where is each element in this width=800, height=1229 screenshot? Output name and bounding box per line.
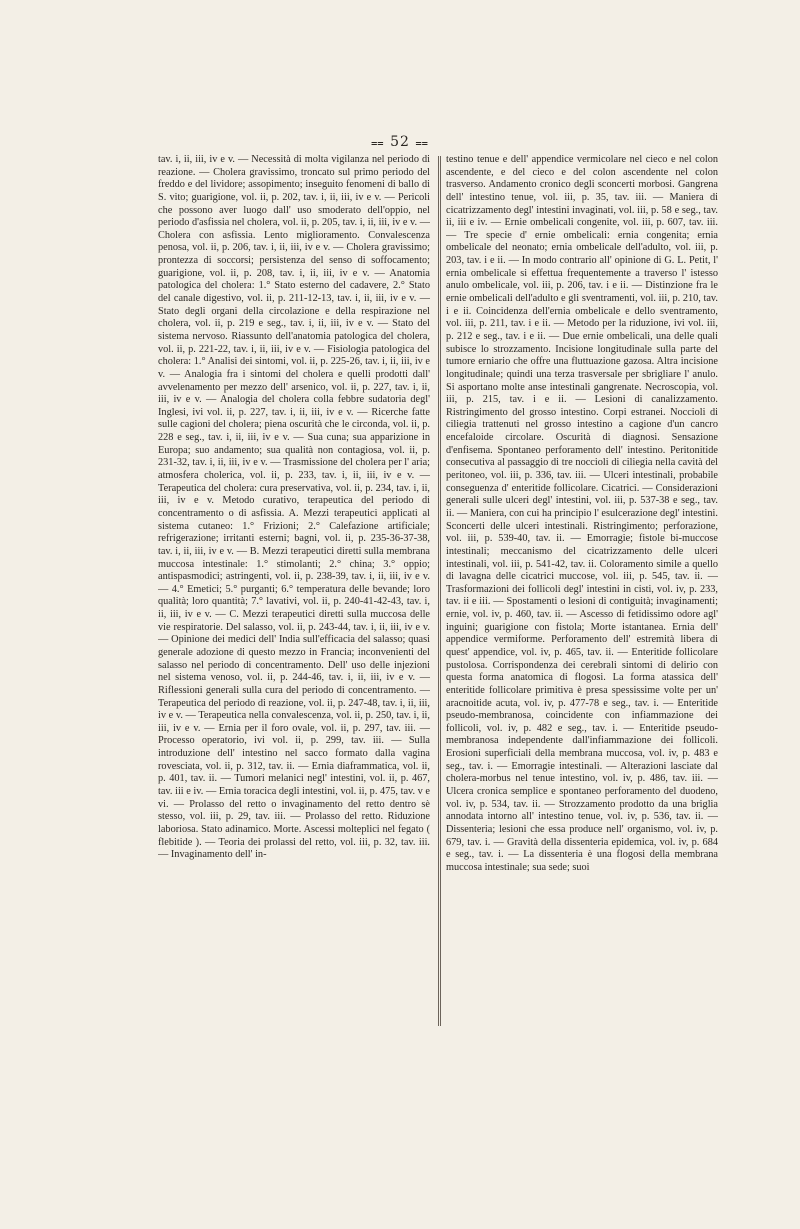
page-number-prefix: ⩵ bbox=[370, 136, 385, 149]
text-column-right bbox=[446, 154, 718, 1024]
right-column-text: testino tenue e dell' appendice vermicolare nel cieco e nel colon ascendente, e del cieco e del colon ascendente nel colon trasverso. Andamento cronico degli sconcerti morbosi. Gangrena dell' intestino tenue, vol. iii, p. 35, tav. iii. — Maniera di cicatrizzamento degl' intestini invaginati, vol. iii, p. 58 e seg., tav. ii, iii e iv. — Ernie ombelicali congenite, vol. iii, p. 607, tav. iii. — Tre specie d' ernie ombelicali: ernia congenita; ernia ombelicale del neonato; ernia ombelicale dell'adulto, vol. iii, p. 203, tav. i e ii. — In modo contrario all' opinione di G. L. Petit, l' ernia ombelicale si effettua frequentemente a traverso l' istesso anulo ombelicale, vol. iii, p. 206, tav. i e ii. — Distinzione fra le ernie ombelicali dell'adulto e gli sventramenti, vol. iii, p. 210, tav. i e ii. Coincidenza dell'ernia ombelicale e dello sventramento, vol. iii, p. 211, tav. i e ii. — Metodo per la riduzione, ivi vol. iii, p. 212 e seg., tav. i e ii. — Due ernie ombelicali, una delle quali subisce lo strozzamento. Incisione longitudinale sulla parte del tumore erniario che offre una fluttuazione gazosa. Altra incisione longitudinale; quindi una terza trasversale per sbrigliare l' anulo. Si asportano molte anse intestinali gangrenate. Necroscopia, vol. iii, p. 215, tav. i e ii. — Lesioni di canalizzamento. Ristringimento del grosso intestino. Corpi estranei. Noccioli di ciliegia trattenuti nel grosso intestino a cagione d'un cancro encefaloide circolare. Oscurità di diagnosi. Sensazione d'enfisema. Spontaneo perforamento dell' intestino. Peritonitide consecutiva al passaggio di tre noccioli di ciliegia nella cavità del peritoneo, vol. iii, p. 336, tav. iii. — Ulceri intestinali, probabile conseguenza d' enteritide follicolare. Cicatrici. — Considerazioni generali sulle ulceri degl' intestini, vol. iii, p. 537-38 e seg., tav. ii. — Maniera, con cui ha principio l' esulcerazione degl' intestini. Sconcerti delle ulceri intestinali. Ristringimento; perforazione, vol. iii, p. 539-40, tav. ii. — Emorragie; fistole bi-muccose intestinali; meccanismo del cicatrizzamento delle ulceri intestinali, vol. iii, p. 541-42, tav. ii. Coloramento simile a quello di lavagna delle cicatrici muccose, vol. iii, p. 545, tav. ii. — Trasformazioni dei follicoli degl' intestini in cisti, vol. iv, p. 233, tav. ii e iii. — Spostamenti o lesioni di contiguità; invaginamenti; ernie, vol. iv, p. 460, tav. ii. — Ascesso di fetidissimo odore agl' inguini; guarigione con fistola; Morte istantanea. Ernia dell' appendice vermiforme. Perforamento dell' estremità libera di quest' appendice, vol. iv, p. 465, tav. ii. — Enteritide follicolare pustolosa. Corrispondenza dei cerebrali sintomi di delirio con questa forma anatomica di flogosi. La forma atassica dell' enteritide follicolare primitiva è presa spessissime volte per un' aracnoitide acuta, vol. iv, p. 477-78 e seg., tav. i. — Enteritide pseudo-membranosa, coincidente con infiammazione dei follicoli, vol. iv, p. 482 e seg., tav. i. — Enteritide pseudo-membranosa independente dall'infiammazione dei follicoli. Erosioni superficiali della membrana muccosa, vol. iv, p. 483 e seg., tav. i. — Emorragie intestinali. — Alterazioni lasciate dal cholera-morbus nel tenue intestino, vol. iv, p. 486, tav. iii. — Ulcera cronica semplice e spontaneo perforamento del duodeno, vol. iv, p. 534, tav. ii. — Strozzamento prodotto da una briglia annodata intorno all' intestino tenue, vol. iv, p. 536, tav. ii. — Dissenteria; lesioni che essa produce nell' organismo, vol. iv, p. 679, tav. i. — Gravità della dissenteria epidemica, vol. iv, p. 684 e seg., tav. i. — La dissenteria è una flogosi della membrana muccosa intestinale; sua sede; suoi bbox=[446, 154, 718, 873]
page-number bbox=[0, 134, 800, 150]
page-number-value: 52 bbox=[390, 134, 410, 150]
column-divider bbox=[438, 156, 441, 1026]
text-column-left bbox=[158, 154, 430, 1024]
left-column-text: tav. i, ii, iii, iv e v. — Necessità di molta vigilanza nel periodo di reazione. — Cholera gravissimo, troncato sul primo periodo del freddo e del lividore; assopimento; inseguito fenomeni di ballo di S. vito; guarigione, vol. ii, p. 202, tav. i, ii, iii, iv e v. — Pericoli che possono aver luogo dall' uso smoderato dell'oppio, nel periodo d'asfissia nel cholera, vol. ii, p. 205, tav. i, ii, iii, iv e v. — Cholera con asfissia. Lento miglioramento. Convalescenza penosa, vol. ii, p. 206, tav. i, ii, iii, iv e v. — Cholera gravissimo; prontezza di soccorsi; persistenza del senso di soffocamento; guarigione, vol. ii, p. 208, tav. i, ii, iii, iv e v. — Anatomia patologica del cholera: 1.° Stato esterno del cadavere, 2.° Stato del canale digestivo, vol. ii, p. 211-12-13, tav. i, ii, iii, iv e v. — Stato degli organi della circolazione e della respirazione nel cholera, vol. ii, p. 219 e seg., tav. i, ii, iii, iv e v. — Stato del sistema nervoso. Riassunto dell'anatomia patologica del cholera, vol. ii, p. 221-22, tav. i, ii, iii, iv e v. — Fisiologia patologica del cholera: 1.° Analisi dei sintomi, vol. ii, p. 225-26, tav. i, ii, iii, iv e v. — Analogia fra i sintomi del cholera e quelli prodotti dall' avvelenamento per mezzo dell' arsenico, vol. ii, p. 227, tav. i, ii, iii, iv e v. — Analogia del cholera colla febbre sudatoria degl' Inglesi, ivi vol. ii, p. 227, tav. i, ii, iii, iv e v. — Ricerche fatte sulle cagioni del cholera; piena oscurità che le circonda, vol. ii, p. 228 e seg., tav. i, ii, iii, iv e v. — Sua cuna; sua apparizione in Europa; suo andamento; sua qualità non contagiosa, vol. ii, p. 231-32, tav. i, ii, iii, iv e v. — Trasmissione del cholera per l' aria; atmosfera cholerica, vol. ii, p. 233, tav. i, ii, iii, iv e v. — Terapeutica del cholera: cura preservativa, vol. ii, p. 234, tav. i, ii, iii, iv e v. Metodo curativo, terapeutica del periodo di concentramento o di asfissia. A. Mezzi terapeutici applicati al sistema cutaneo: 1.° Frizioni; 2.° Calefazione artificiale; refrigerazione; irritanti esterni; bagni, vol. ii, p. 235-36-37-38, tav. i, ii, iii, iv e v. — B. Mezzi terapeutici diretti sulla membrana muccosa intestinale: 1.° stimolanti; 2.° china; 3.° oppio; antispasmodici; astringenti, vol. ii, p. 238-39, tav. i, ii, iii, iv e v. — 4.° Emetici; 5.° purganti; 6.° temperatura delle bevande; loro qualità; loro quantità; 7.° lavativi, vol. ii, p. 240-41-42-43, tav. i, ii, iii, iv e v. — C. Mezzi terapeutici diretti sulla muccosa delle vie respiratorie. Del salasso, vol. ii, p. 243-44, tav. i, ii, iii, iv e v. — Opinione dei medici dell' India sull'efficacia del salasso; quasi generale adozione di questo mezzo in Francia; inconvenienti del salasso nel periodo di concentramento. Dell' uso delle injezioni nel sistema venoso, vol. ii, p. 244-46, tav. i, ii, iii, iv e v. — Riflessioni generali sulla cura del periodo di concentramento. — Terapeutica del periodo di reazione, vol. ii, p. 247-48, tav. i, ii, iii, iv e v. — Terapeutica nella convalescenza, vol. ii, p. 250, tav. i, ii, iii, iv e v. — Ernia per il foro ovale, vol. ii, p. 297, tav. iii. — Processo operatorio, ivi vol. ii, p. 299, tav. iii. — Sulla introduzione dell' intestino nel sacco formato dalla vagina rovesciata, vol. ii, p. 312, tav. ii. — Ernia diaframmatica, vol. ii, p. 401, tav. ii. — Tumori melanici negl' intestini, vol. ii, p. 467, tav. iii e iv. — Ernia toracica degli intestini, vol. ii, p. 475, tav. v e vi. — Prolasso del retto o invaginamento del retto dentro sè stesso, vol. iii, p. 29, tav. iii. — Prolasso del retto. Riduzione laboriosa. Stato adinamico. Morte. Ascessi molteplici nel fegato ( flebitide ). — Teoria dei prolassi del retto, vol. iii, p. 32, tav. iii. — Invaginamento dell' in- bbox=[158, 154, 430, 861]
page-number-suffix: ⩵ bbox=[415, 136, 429, 149]
